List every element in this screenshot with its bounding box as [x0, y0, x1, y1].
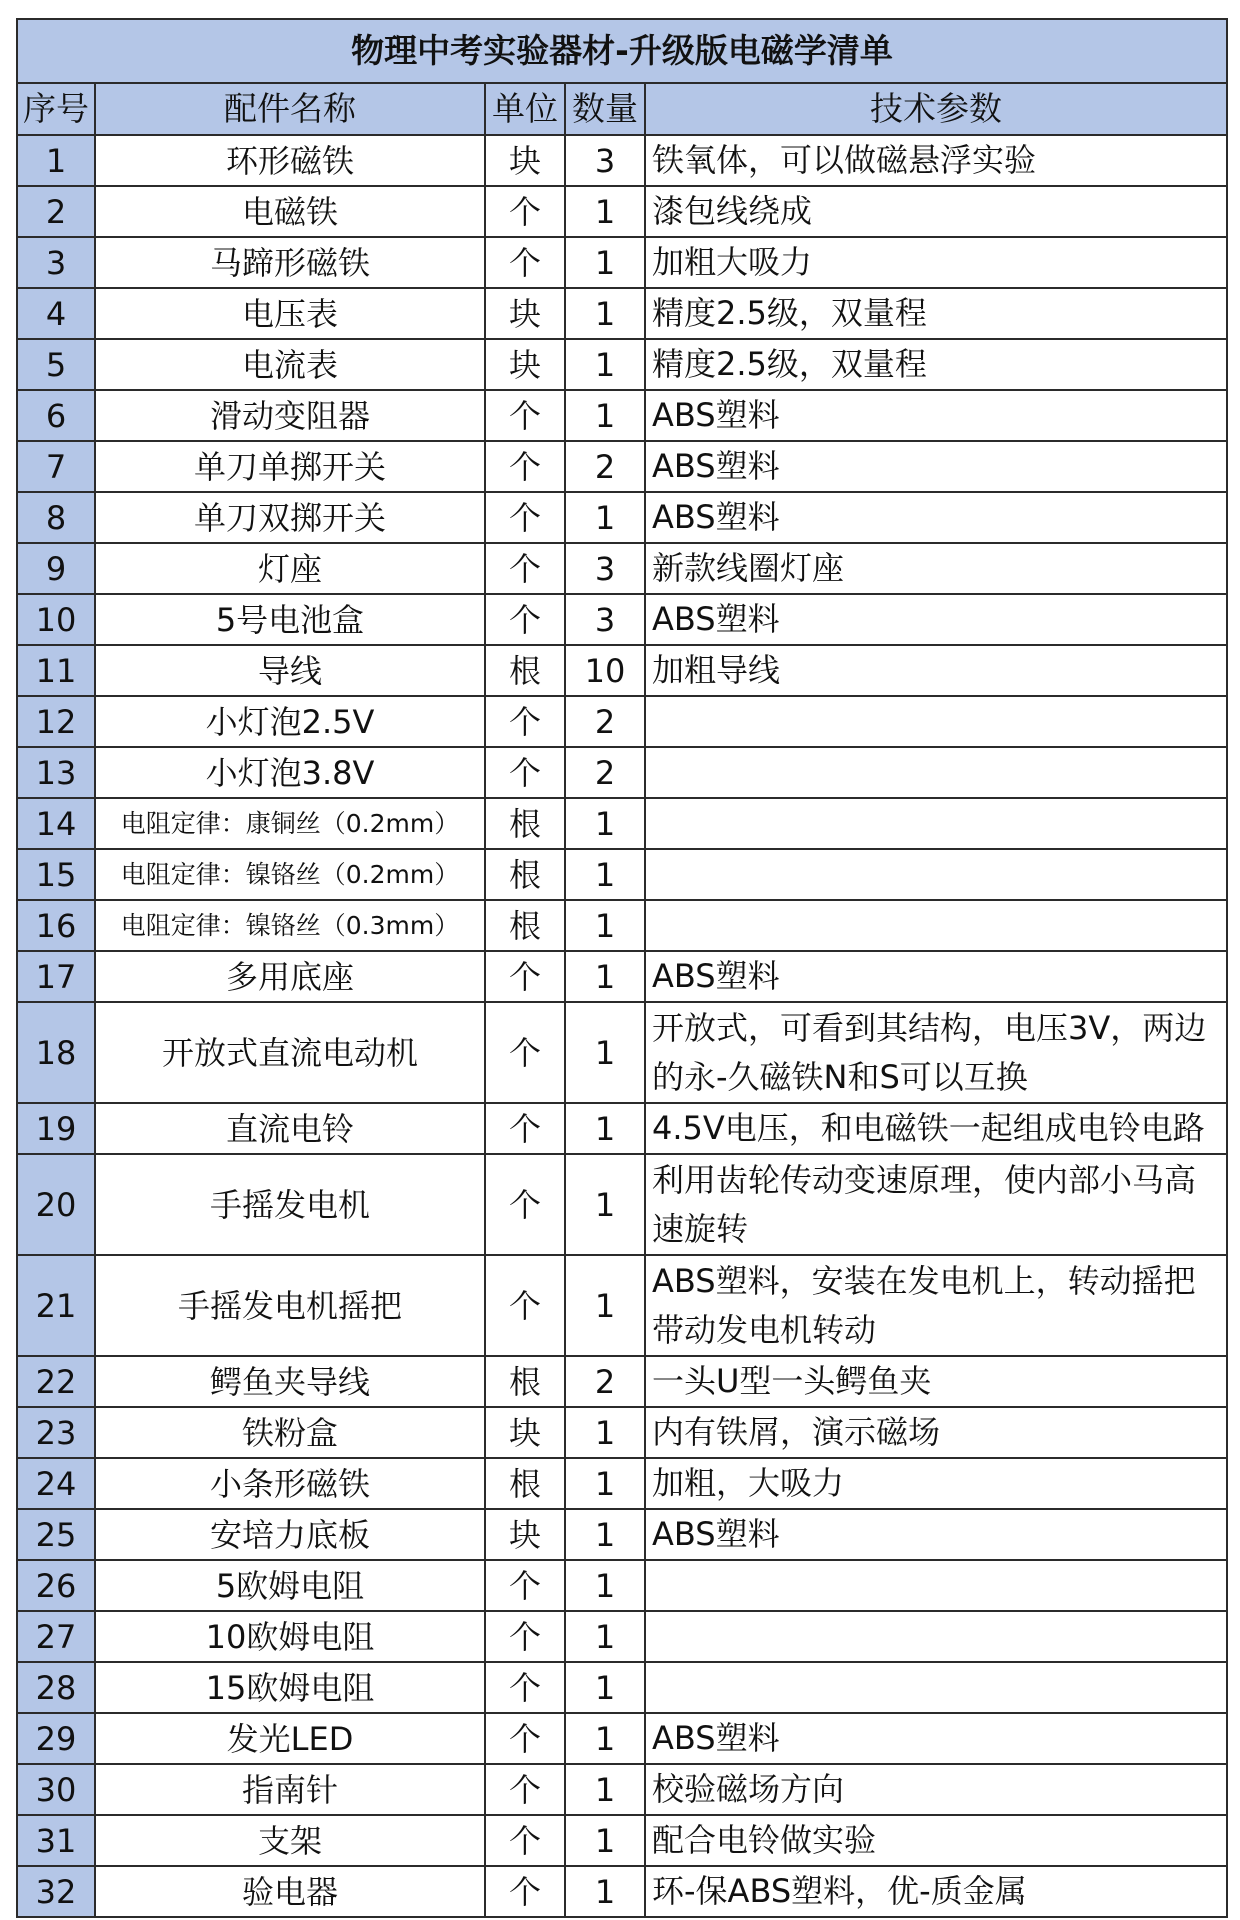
header-qty: 数量 [565, 83, 645, 135]
table-row [17, 1509, 1227, 1560]
row-index-cell: 20 [17, 1154, 95, 1255]
row-index-cell: 11 [17, 645, 95, 696]
row-qty-cell: 1 [565, 798, 645, 849]
row-qty-cell: 2 [565, 1356, 645, 1407]
row-unit-cell: 块 [485, 1407, 565, 1458]
table-row [17, 492, 1227, 543]
row-name-cell: 电阻定律：康铜丝（0.2mm） [95, 798, 485, 849]
row-unit-cell: 块 [485, 339, 565, 390]
equipment-list-table [16, 18, 1228, 1918]
row-unit-cell: 个 [485, 1713, 565, 1764]
row-spec-cell: 配合电铃做实验 [645, 1815, 1227, 1866]
row-name-cell: 小条形磁铁 [95, 1458, 485, 1509]
row-unit-cell: 个 [485, 1255, 565, 1356]
row-index-cell: 23 [17, 1407, 95, 1458]
row-spec-cell: ABS塑料，安装在发电机上，转动摇把带动发电机转动 [645, 1255, 1227, 1356]
row-qty-cell: 1 [565, 1866, 645, 1917]
row-unit-cell: 个 [485, 951, 565, 1002]
row-index-cell: 26 [17, 1560, 95, 1611]
row-unit-cell: 个 [485, 237, 565, 288]
row-qty-cell: 1 [565, 1002, 645, 1103]
row-name-cell: 铁粉盒 [95, 1407, 485, 1458]
row-index-cell: 4 [17, 288, 95, 339]
table-row [17, 1560, 1227, 1611]
table-row [17, 1815, 1227, 1866]
row-name-cell: 电阻定律：镍铬丝（0.3mm） [95, 900, 485, 951]
row-unit-cell: 个 [485, 1815, 565, 1866]
row-unit-cell: 个 [485, 1764, 565, 1815]
row-unit-cell: 个 [485, 696, 565, 747]
row-name-cell: 单刀单掷开关 [95, 441, 485, 492]
row-index-cell: 18 [17, 1002, 95, 1103]
row-index-cell: 17 [17, 951, 95, 1002]
row-unit-cell: 个 [485, 1662, 565, 1713]
table-row [17, 1611, 1227, 1662]
table-row [17, 1002, 1227, 1103]
row-spec-cell: ABS塑料 [645, 594, 1227, 645]
row-spec-cell: 加粗导线 [645, 645, 1227, 696]
table-row [17, 1356, 1227, 1407]
row-qty-cell: 1 [565, 288, 645, 339]
row-index-cell: 3 [17, 237, 95, 288]
row-qty-cell: 2 [565, 696, 645, 747]
table-row [17, 543, 1227, 594]
table-body [17, 135, 1227, 1917]
row-unit-cell: 根 [485, 849, 565, 900]
row-qty-cell: 1 [565, 339, 645, 390]
row-index-cell: 7 [17, 441, 95, 492]
row-name-cell: 马蹄形磁铁 [95, 237, 485, 288]
row-qty-cell: 1 [565, 492, 645, 543]
row-unit-cell: 个 [485, 1866, 565, 1917]
table-row [17, 1713, 1227, 1764]
row-spec-cell [645, 1611, 1227, 1662]
row-index-cell: 5 [17, 339, 95, 390]
row-qty-cell: 3 [565, 543, 645, 594]
row-unit-cell: 个 [485, 1611, 565, 1662]
row-unit-cell: 根 [485, 645, 565, 696]
row-qty-cell: 1 [565, 237, 645, 288]
table-row [17, 1764, 1227, 1815]
row-name-cell: 鳄鱼夹导线 [95, 1356, 485, 1407]
row-name-cell: 滑动变阻器 [95, 390, 485, 441]
row-index-cell: 25 [17, 1509, 95, 1560]
row-qty-cell: 1 [565, 1458, 645, 1509]
row-unit-cell: 根 [485, 1356, 565, 1407]
header-name: 配件名称 [95, 83, 485, 135]
row-unit-cell: 个 [485, 594, 565, 645]
row-name-cell: 电流表 [95, 339, 485, 390]
row-qty-cell: 1 [565, 1713, 645, 1764]
header-spec: 技术参数 [645, 83, 1227, 135]
row-qty-cell: 1 [565, 900, 645, 951]
row-spec-cell: 环-保ABS塑料，优-质金属 [645, 1866, 1227, 1917]
row-index-cell: 31 [17, 1815, 95, 1866]
row-spec-cell: 加粗，大吸力 [645, 1458, 1227, 1509]
table-row [17, 1154, 1227, 1255]
row-unit-cell: 个 [485, 441, 565, 492]
row-spec-cell: 校验磁场方向 [645, 1764, 1227, 1815]
row-index-cell: 6 [17, 390, 95, 441]
row-qty-cell: 2 [565, 747, 645, 798]
table-row [17, 237, 1227, 288]
row-spec-cell: 铁氧体，可以做磁悬浮实验 [645, 135, 1227, 186]
title-row [17, 19, 1227, 83]
row-index-cell: 14 [17, 798, 95, 849]
table-row [17, 135, 1227, 186]
row-unit-cell: 块 [485, 1509, 565, 1560]
row-name-cell: 15欧姆电阻 [95, 1662, 485, 1713]
header-row [17, 83, 1227, 135]
row-spec-cell [645, 747, 1227, 798]
row-spec-cell: 开放式，可看到其结构，电压3V，两边的永-久磁铁N和S可以互换 [645, 1002, 1227, 1103]
table-row [17, 951, 1227, 1002]
row-name-cell: 导线 [95, 645, 485, 696]
table-row [17, 645, 1227, 696]
row-name-cell: 直流电铃 [95, 1103, 485, 1154]
row-index-cell: 32 [17, 1866, 95, 1917]
row-spec-cell [645, 900, 1227, 951]
row-unit-cell: 个 [485, 1154, 565, 1255]
row-spec-cell: ABS塑料 [645, 1713, 1227, 1764]
row-index-cell: 19 [17, 1103, 95, 1154]
row-index-cell: 21 [17, 1255, 95, 1356]
row-spec-cell [645, 1662, 1227, 1713]
table-row [17, 288, 1227, 339]
row-name-cell: 5欧姆电阻 [95, 1560, 485, 1611]
row-spec-cell: 精度2.5级，双量程 [645, 339, 1227, 390]
row-index-cell: 9 [17, 543, 95, 594]
row-spec-cell: 加粗大吸力 [645, 237, 1227, 288]
row-index-cell: 8 [17, 492, 95, 543]
row-name-cell: 小灯泡3.8V [95, 747, 485, 798]
row-unit-cell: 个 [485, 1002, 565, 1103]
row-index-cell: 29 [17, 1713, 95, 1764]
table-row [17, 339, 1227, 390]
row-index-cell: 24 [17, 1458, 95, 1509]
row-name-cell: 小灯泡2.5V [95, 696, 485, 747]
row-index-cell: 10 [17, 594, 95, 645]
row-index-cell: 16 [17, 900, 95, 951]
table-row [17, 441, 1227, 492]
row-spec-cell: ABS塑料 [645, 951, 1227, 1002]
row-index-cell: 12 [17, 696, 95, 747]
row-name-cell: 指南针 [95, 1764, 485, 1815]
row-qty-cell: 3 [565, 594, 645, 645]
table-title: 物理中考实验器材-升级版电磁学清单 [17, 19, 1227, 83]
header-index: 序号 [17, 83, 95, 135]
row-name-cell: 10欧姆电阻 [95, 1611, 485, 1662]
row-qty-cell: 1 [565, 951, 645, 1002]
row-qty-cell: 1 [565, 1103, 645, 1154]
row-unit-cell: 个 [485, 492, 565, 543]
row-unit-cell: 根 [485, 900, 565, 951]
row-spec-cell: 新款线圈灯座 [645, 543, 1227, 594]
row-index-cell: 13 [17, 747, 95, 798]
row-unit-cell: 根 [485, 798, 565, 849]
row-spec-cell: 利用齿轮传动变速原理，使内部小马高速旋转 [645, 1154, 1227, 1255]
row-unit-cell: 个 [485, 543, 565, 594]
row-qty-cell: 1 [565, 186, 645, 237]
table-row [17, 1255, 1227, 1356]
row-name-cell: 手摇发电机摇把 [95, 1255, 485, 1356]
row-unit-cell: 块 [485, 135, 565, 186]
row-index-cell: 22 [17, 1356, 95, 1407]
row-qty-cell: 1 [565, 1407, 645, 1458]
row-name-cell: 多用底座 [95, 951, 485, 1002]
row-spec-cell [645, 798, 1227, 849]
row-spec-cell: ABS塑料 [645, 1509, 1227, 1560]
row-spec-cell: 精度2.5级，双量程 [645, 288, 1227, 339]
row-unit-cell: 块 [485, 288, 565, 339]
row-index-cell: 27 [17, 1611, 95, 1662]
row-unit-cell: 个 [485, 390, 565, 441]
row-name-cell: 手摇发电机 [95, 1154, 485, 1255]
table-row [17, 798, 1227, 849]
row-qty-cell: 3 [565, 135, 645, 186]
table-row [17, 1103, 1227, 1154]
row-spec-cell: 一头U型一头鳄鱼夹 [645, 1356, 1227, 1407]
row-name-cell: 环形磁铁 [95, 135, 485, 186]
row-name-cell: 支架 [95, 1815, 485, 1866]
table-row [17, 186, 1227, 237]
row-unit-cell: 根 [485, 1458, 565, 1509]
row-unit-cell: 个 [485, 186, 565, 237]
row-name-cell: 验电器 [95, 1866, 485, 1917]
row-index-cell: 2 [17, 186, 95, 237]
row-index-cell: 15 [17, 849, 95, 900]
row-name-cell: 安培力底板 [95, 1509, 485, 1560]
table-row [17, 390, 1227, 441]
row-spec-cell [645, 849, 1227, 900]
row-spec-cell: ABS塑料 [645, 390, 1227, 441]
row-name-cell: 发光LED [95, 1713, 485, 1764]
row-qty-cell: 1 [565, 1662, 645, 1713]
header-unit: 单位 [485, 83, 565, 135]
row-qty-cell: 2 [565, 441, 645, 492]
table-row [17, 1866, 1227, 1917]
row-spec-cell [645, 1560, 1227, 1611]
row-name-cell: 开放式直流电动机 [95, 1002, 485, 1103]
table-row [17, 594, 1227, 645]
row-unit-cell: 个 [485, 747, 565, 798]
table-row [17, 747, 1227, 798]
row-qty-cell: 1 [565, 1154, 645, 1255]
row-name-cell: 单刀双掷开关 [95, 492, 485, 543]
row-spec-cell: 内有铁屑，演示磁场 [645, 1407, 1227, 1458]
table-row [17, 1458, 1227, 1509]
table-row [17, 1407, 1227, 1458]
row-spec-cell [645, 696, 1227, 747]
row-name-cell: 5号电池盒 [95, 594, 485, 645]
row-qty-cell: 1 [565, 1560, 645, 1611]
row-qty-cell: 1 [565, 1815, 645, 1866]
row-spec-cell: 漆包线绕成 [645, 186, 1227, 237]
row-qty-cell: 1 [565, 1611, 645, 1662]
row-index-cell: 30 [17, 1764, 95, 1815]
row-name-cell: 电压表 [95, 288, 485, 339]
row-name-cell: 电阻定律：镍铬丝（0.2mm） [95, 849, 485, 900]
row-name-cell: 灯座 [95, 543, 485, 594]
row-spec-cell: ABS塑料 [645, 441, 1227, 492]
table-row [17, 849, 1227, 900]
row-qty-cell: 1 [565, 1764, 645, 1815]
row-index-cell: 1 [17, 135, 95, 186]
row-qty-cell: 1 [565, 849, 645, 900]
row-unit-cell: 个 [485, 1103, 565, 1154]
table-row [17, 900, 1227, 951]
row-spec-cell: 4.5V电压，和电磁铁一起组成电铃电路 [645, 1103, 1227, 1154]
row-qty-cell: 1 [565, 390, 645, 441]
row-index-cell: 28 [17, 1662, 95, 1713]
table-row [17, 1662, 1227, 1713]
row-qty-cell: 1 [565, 1509, 645, 1560]
row-name-cell: 电磁铁 [95, 186, 485, 237]
row-unit-cell: 个 [485, 1560, 565, 1611]
row-qty-cell: 10 [565, 645, 645, 696]
row-spec-cell: ABS塑料 [645, 492, 1227, 543]
row-qty-cell: 1 [565, 1255, 645, 1356]
table-row [17, 696, 1227, 747]
